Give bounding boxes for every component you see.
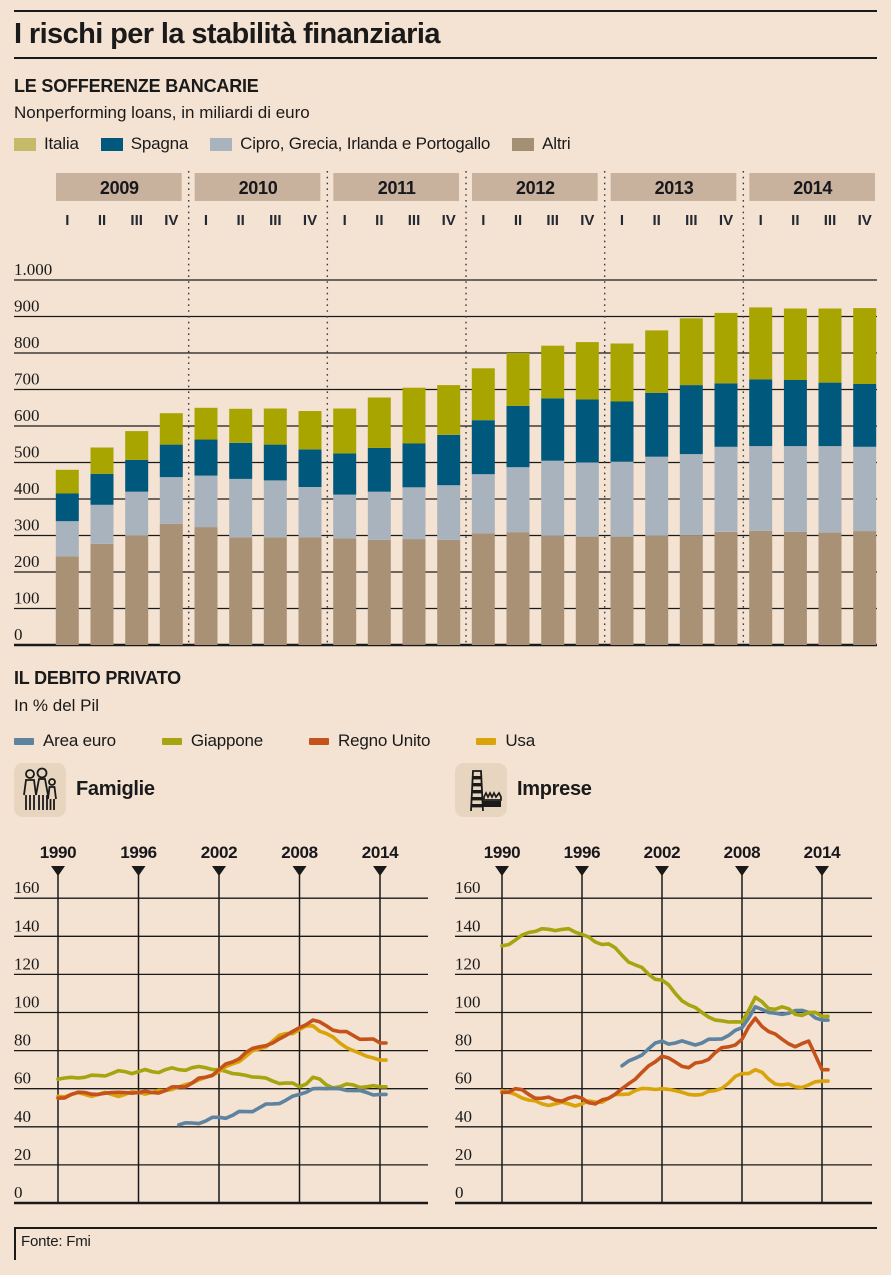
- bar-segment: [264, 537, 287, 645]
- legend-label: Cipro, Grecia, Irlanda e Portogallo: [240, 134, 491, 153]
- quarter-label: I: [481, 212, 486, 229]
- bar-segment: [333, 453, 356, 494]
- y-axis-tick: 80: [455, 1030, 472, 1050]
- y-axis-tick: 40: [455, 1106, 472, 1126]
- bar-segment: [472, 420, 495, 474]
- bar-segment: [680, 385, 703, 454]
- bar-segment: [368, 540, 391, 645]
- people-icon: [18, 767, 62, 813]
- bar-segment: [680, 454, 703, 535]
- quarter-label: IV: [164, 212, 179, 229]
- y-axis-tick: 900: [14, 296, 40, 316]
- x-axis-tick: 2008: [281, 843, 318, 862]
- firms-line-chart: [446, 830, 891, 1225]
- y-axis-tick: 400: [14, 479, 40, 498]
- bar-segment: [645, 393, 668, 457]
- bar-segment: [160, 524, 183, 645]
- tick-triangle-icon: [212, 866, 226, 876]
- bar-segment: [437, 540, 460, 645]
- legend-item-regno-unito: [309, 731, 430, 751]
- bar-segment: [819, 383, 842, 447]
- firms-chart-title: Imprese: [517, 778, 592, 800]
- quarter-label: III: [407, 212, 421, 229]
- bar-segment: [437, 385, 460, 435]
- source-label: Fonte: Fmi: [21, 1233, 91, 1250]
- bar-segment: [56, 556, 79, 645]
- bar-segment: [403, 444, 426, 488]
- bar-segment: [195, 408, 218, 440]
- italia-swatch-icon: [14, 138, 36, 151]
- legend-item-area-euro: [14, 731, 116, 751]
- quarter-label: I: [758, 212, 763, 229]
- y-axis-tick: 0: [455, 1183, 464, 1202]
- bar-segment: [611, 344, 634, 402]
- x-axis-tick: 1996: [563, 843, 601, 862]
- families-chart-title: Famiglie: [76, 778, 155, 800]
- bar-segment: [299, 537, 322, 645]
- legend-label: Regno Unito: [338, 731, 431, 750]
- bar-segment: [195, 476, 218, 527]
- bar-segment: [507, 406, 530, 467]
- bar-segment: [333, 495, 356, 539]
- bar-segment: [125, 460, 148, 492]
- area-euro-swatch-icon: [14, 738, 34, 745]
- y-axis-tick: 200: [14, 552, 40, 571]
- bar-segment: [541, 536, 564, 645]
- y-axis-tick: 700: [14, 369, 40, 389]
- legend-item-usa: [476, 731, 535, 751]
- y-axis-tick: 800: [14, 333, 40, 352]
- bar-segment: [229, 537, 252, 645]
- y-axis-tick: 160: [455, 878, 481, 898]
- quarter-label: III: [685, 212, 698, 229]
- footer-rule: [14, 1227, 877, 1229]
- debito-section-subtitle: In % del Pil: [14, 696, 100, 715]
- y-axis-tick: 300: [14, 515, 40, 535]
- y-axis-tick: 0: [14, 625, 23, 644]
- bar-segment: [541, 398, 564, 460]
- bar-segment: [853, 384, 876, 447]
- x-axis-tick: 1990: [483, 843, 521, 862]
- y-axis-tick: 40: [14, 1106, 31, 1126]
- bar-segment: [645, 536, 668, 645]
- x-axis-tick: 1990: [39, 843, 77, 862]
- npl-section-heading: LE SOFFERENZE BANCARIE: [14, 76, 259, 96]
- quarter-label: III: [823, 212, 837, 229]
- bar-segment: [472, 474, 495, 533]
- legend-item-cipro-grecia-irlanda-portogallo: [210, 134, 490, 154]
- page-title: I rischi per la stabilità finanziaria: [14, 18, 440, 50]
- quarter-label: II: [375, 212, 384, 229]
- bar-segment: [368, 448, 391, 492]
- bar-segment: [749, 446, 772, 531]
- bar-segment: [368, 492, 391, 540]
- tick-triangle-icon: [735, 866, 749, 876]
- debito-section-heading: IL DEBITO PRIVATO: [14, 668, 181, 688]
- year-label: 2013: [654, 178, 694, 198]
- bar-segment: [264, 445, 287, 481]
- quarter-label: II: [791, 212, 800, 229]
- firms-icon-box: [455, 763, 507, 817]
- quarter-label: IV: [718, 212, 734, 229]
- bar-segment: [853, 308, 876, 384]
- bar-segment: [56, 470, 79, 494]
- bar-segment: [784, 380, 807, 446]
- quarter-label: II: [513, 212, 523, 229]
- quarter-label: II: [97, 212, 107, 229]
- bar-segment: [403, 539, 426, 645]
- series-lines: [502, 929, 828, 1106]
- legend-label: Italia: [44, 134, 79, 153]
- bar-segment: [229, 443, 252, 479]
- bar-segment: [195, 440, 218, 476]
- quarter-label: I: [342, 212, 347, 229]
- bar-segment: [680, 318, 703, 385]
- year-label: 2012: [515, 178, 555, 198]
- families-icon-box: [14, 763, 66, 817]
- y-axis-tick: 60: [14, 1068, 31, 1088]
- bar-segment: [819, 533, 842, 645]
- y-axis-tick: 140: [14, 916, 40, 936]
- bar-segment: [264, 480, 287, 537]
- bar-segment: [611, 402, 634, 462]
- tick-triangle-icon: [655, 866, 669, 876]
- y-axis-tick: 120: [14, 954, 40, 974]
- bar-segment: [576, 463, 599, 537]
- cgip-swatch-icon: [210, 138, 232, 151]
- tick-triangle-icon: [293, 866, 307, 876]
- tick-triangle-icon: [373, 866, 387, 876]
- bar-segment: [472, 368, 495, 420]
- quarter-label: IV: [441, 212, 456, 229]
- bar-segment: [160, 445, 183, 478]
- legend-label: Spagna: [130, 134, 189, 153]
- quarter-label: II: [652, 212, 661, 229]
- altri-swatch-icon: [512, 138, 534, 151]
- legend-item-giappone: [162, 731, 263, 751]
- bar-segment: [680, 535, 703, 645]
- x-axis-tick: 2008: [723, 843, 761, 862]
- quarter-label: IV: [580, 212, 595, 229]
- bar-segment: [229, 409, 252, 443]
- bar-segment: [368, 398, 391, 448]
- quarter-label: IV: [857, 212, 872, 229]
- bar-segment: [125, 492, 148, 536]
- bar-segment: [437, 435, 460, 485]
- quarter-label: III: [269, 212, 282, 229]
- y-axis-tick: 120: [455, 954, 481, 974]
- bar-segment: [507, 532, 530, 645]
- y-axis-tick: 20: [14, 1144, 31, 1164]
- legend-label: Usa: [505, 731, 535, 750]
- bar-segment: [507, 353, 530, 406]
- bar-segment: [472, 533, 495, 645]
- y-axis-tick: 0: [14, 1183, 23, 1202]
- x-axis-tick: 2014: [803, 843, 841, 862]
- tick-triangle-icon: [815, 866, 829, 876]
- x-axis-tick: 2014: [361, 843, 399, 862]
- legend-label: Altri: [542, 134, 571, 153]
- bar-segment: [195, 527, 218, 645]
- bar-segment: [91, 505, 114, 544]
- npl-stacked-bar-chart: [0, 165, 891, 665]
- bar-segment: [56, 494, 79, 522]
- npl-section-subtitle: Nonperforming loans, in miliardi di euro: [14, 103, 310, 122]
- year-label: 2011: [377, 178, 416, 198]
- title-rule: [14, 57, 877, 59]
- bar-segment: [91, 474, 114, 505]
- x-axis-tick: 2002: [643, 843, 681, 862]
- y-axis-tick: 80: [14, 1030, 31, 1050]
- regno-unito-swatch-icon: [309, 738, 329, 745]
- bar-segment: [299, 411, 322, 449]
- bar-segment: [160, 413, 183, 444]
- bar-segment: [715, 313, 738, 383]
- series-line: [502, 1070, 828, 1106]
- year-label: 2009: [99, 178, 139, 198]
- quarter-label: I: [619, 212, 625, 229]
- legend-label: Giappone: [190, 731, 263, 750]
- bar-segment: [645, 330, 668, 392]
- x-axis-marks: [40, 843, 399, 1203]
- tick-triangle-icon: [575, 866, 589, 876]
- bar-segment: [853, 531, 876, 645]
- factory-icon: [459, 767, 503, 813]
- bar-segment: [403, 388, 426, 444]
- bar-segment: [91, 448, 114, 474]
- quarter-label: III: [130, 212, 143, 229]
- y-axis-tick: 20: [455, 1144, 472, 1164]
- series-lines: [58, 1020, 386, 1125]
- bar-segment: [264, 409, 287, 445]
- bar-segment: [437, 485, 460, 540]
- y-axis-tick: 160: [14, 878, 40, 898]
- legend-item-spagna: [101, 134, 188, 154]
- y-axis-tick: 1.000: [14, 260, 53, 279]
- npl-legend: [14, 134, 592, 154]
- bar-segment: [749, 307, 772, 379]
- bar-segment: [541, 461, 564, 536]
- legend-item-altri: [512, 134, 570, 154]
- quarter-label: I: [203, 212, 209, 229]
- bar-segment: [91, 544, 114, 645]
- bar-segment: [125, 536, 148, 646]
- y-axis-tick: 100: [14, 588, 40, 608]
- tick-triangle-icon: [495, 866, 509, 876]
- bar-segment: [784, 446, 807, 532]
- bar-segment: [333, 538, 356, 645]
- legend-item-italia: [14, 134, 79, 154]
- bar-segment: [611, 462, 634, 537]
- year-label: 2010: [238, 178, 278, 198]
- bar-segment: [576, 537, 599, 645]
- series-line: [502, 1018, 828, 1104]
- bar-segment: [645, 457, 668, 536]
- y-axis-tick: 600: [14, 406, 40, 425]
- bar-segment: [576, 342, 599, 399]
- y-axis-tick: 60: [455, 1068, 472, 1088]
- debito-legend: [14, 731, 557, 751]
- y-axis-tick: 100: [14, 992, 40, 1012]
- bar-segment: [541, 346, 564, 399]
- bar-segment: [299, 449, 322, 487]
- bar-segment: [715, 447, 738, 532]
- x-axis-tick: 1996: [120, 843, 157, 862]
- bar-segment: [56, 521, 79, 556]
- bar-segment: [507, 467, 530, 532]
- bar-segment: [853, 447, 876, 531]
- tick-triangle-icon: [132, 866, 146, 876]
- bar-segment: [715, 383, 738, 447]
- x-axis-marks: [484, 843, 841, 1203]
- footer-tick: [14, 1227, 16, 1260]
- year-label: 2014: [793, 178, 833, 198]
- quarter-label: I: [65, 212, 70, 229]
- tick-triangle-icon: [51, 866, 65, 876]
- top-rule: [14, 10, 877, 12]
- bar-segment: [749, 379, 772, 446]
- usa-swatch-icon: [476, 738, 496, 745]
- giappone-swatch-icon: [162, 738, 182, 745]
- bar-segment: [299, 487, 322, 537]
- families-line-chart: [0, 830, 445, 1225]
- bar-segment: [749, 531, 772, 645]
- y-axis-tick: 140: [455, 916, 481, 936]
- bar-segment: [819, 446, 842, 532]
- quarter-label: II: [236, 212, 245, 229]
- x-axis-tick: 2002: [200, 843, 238, 862]
- y-axis-tick: 100: [455, 992, 481, 1012]
- bar-segment: [611, 537, 634, 645]
- quarter-label: III: [546, 212, 559, 229]
- series-line: [179, 1088, 386, 1125]
- quarter-label: IV: [302, 212, 318, 229]
- bar-segment: [784, 309, 807, 381]
- spagna-swatch-icon: [101, 138, 123, 151]
- bar-segment: [576, 399, 599, 462]
- legend-label: Area euro: [43, 731, 116, 750]
- bar-segment: [160, 477, 183, 524]
- bar-segment: [819, 309, 842, 383]
- bar-segment: [333, 409, 356, 454]
- bar-segment: [715, 532, 738, 645]
- bar-segment: [403, 487, 426, 539]
- bar-segment: [229, 479, 252, 537]
- bar-segment: [125, 431, 148, 460]
- series-line: [502, 929, 828, 1022]
- y-axis-tick: 500: [14, 442, 40, 462]
- bar-segment: [784, 532, 807, 645]
